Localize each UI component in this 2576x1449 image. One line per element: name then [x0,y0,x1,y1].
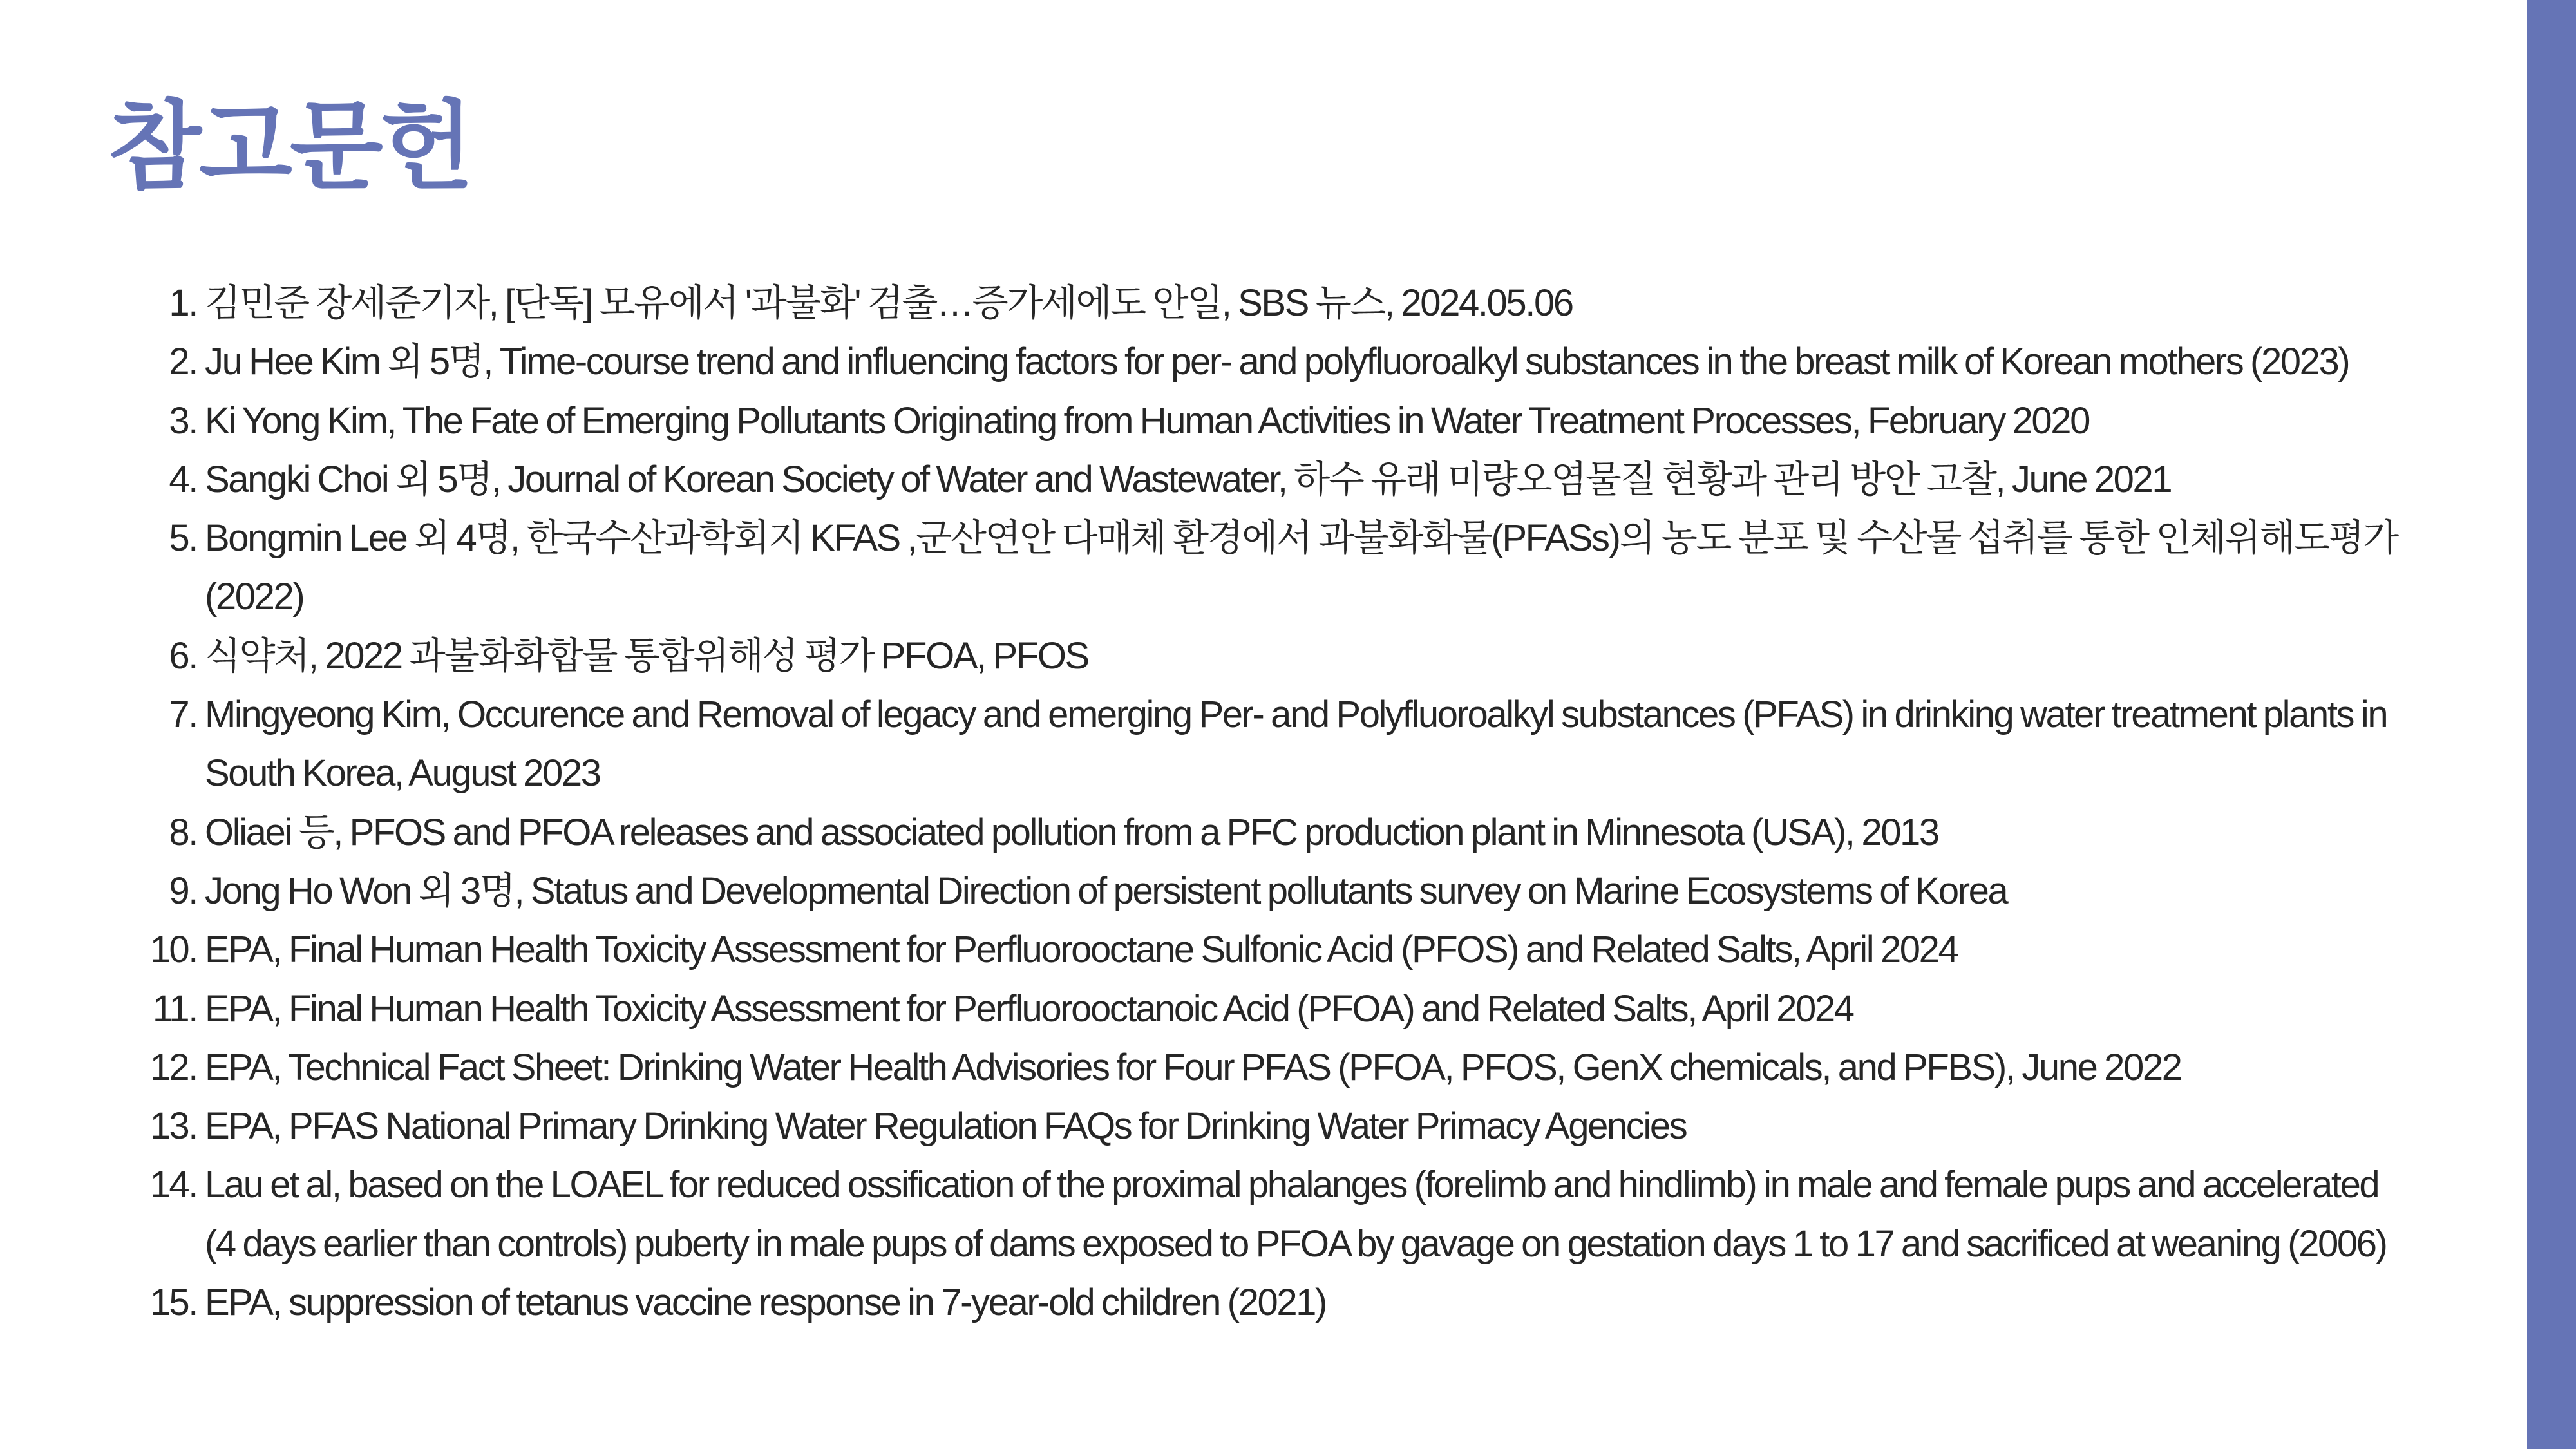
reference-text: 식약처, 2022 과불화화합물 통합위해성 평가 PFOA, PFOS [205,634,1088,677]
reference-number: 2. [169,341,197,383]
reference-item [0,450,2499,509]
reference-number: 3. [169,399,197,442]
reference-number: 12. [149,1046,197,1088]
reference-number: 5. [169,517,197,560]
reference-number: 6. [169,634,197,677]
accent-side-bar [2527,0,2576,1449]
reference-text: Bongmin Lee 외 4명, 한국수산과학회지 KFAS ,군산연안 다매체 환경에서 과불화화물(PFASs)의 농도 분포 및 수산물 섭취를 통한 인체위해도평가 (2022) [205,517,2398,618]
reference-text: Ju Hee Kim 외 5명, Time-course trend and influencing factors for per- and polyfluoroalkyl substances in the breast milk of Korean mothers (2023) [205,341,2349,383]
reference-item [0,1097,2499,1155]
reference-item [0,920,2499,979]
reference-item [0,509,2499,627]
reference-number: 14. [149,1164,197,1206]
reference-item [0,274,2499,332]
reference-text: EPA, Final Human Health Toxicity Assessment for Perfluorooctanoic Acid (PFOA) and Related Salts, April 2024 [205,987,1853,1030]
reference-number: 10. [149,929,197,971]
reference-text: EPA, suppression of tetanus vaccine response in 7-year-old children (2021) [205,1282,1326,1324]
reference-item [0,627,2499,685]
reference-item [0,332,2499,391]
reference-text: Oliaei 등, PFOS and PFOA releases and associated pollution from a PFC production plant in Minnesota (USA), 2013 [205,811,1938,853]
reference-text: Ki Yong Kim, The Fate of Emerging Pollutants Originating from Human Activities in Water Treatment Processes, February 2020 [205,399,2089,442]
reference-text: EPA, Final Human Health Toxicity Assessment for Perfluorooctane Sulfonic Acid (PFOS) and Related Salts, April 2024 [205,929,1958,971]
reference-number: 13. [149,1105,197,1148]
reference-number: 4. [169,458,197,500]
page-title: 참고문헌 [108,91,471,203]
reference-list [0,274,2499,1332]
reference-item [0,980,2499,1038]
reference-text: EPA, Technical Fact Sheet: Drinking Water Health Advisories for Four PFAS (PFOA, PFOS, GenX chemicals, and PFBS), June 2022 [205,1046,2181,1088]
reference-text: 김민준 장세준기자, [단독] 모유에서 '과불화' 검출…증가세에도 안일, SBS 뉴스, 2024.05.06 [205,282,1573,324]
reference-item [0,392,2499,450]
reference-item [0,862,2499,920]
reference-number: 15. [149,1282,197,1324]
reference-text: Lau et al, based on the LOAEL for reduced ossification of the proximal phalanges (forelimb and hindlimb) in male and female pups and accelerated (4 days earlier than controls) puberty in male pups of dams exposed to PFOA by gavage on gestation days 1 to 17 and sacrificed at weaning (2006) [205,1164,2387,1265]
reference-item [0,685,2499,803]
reference-text: Mingyeong Kim, Occurence and Removal of legacy and emerging Per- and Polyfluoroalkyl substances (PFAS) in drinking water treatment plants in South Korea, August 2023 [205,694,2387,795]
reference-item [0,1155,2499,1273]
reference-number: 7. [169,694,197,736]
reference-number: 8. [169,811,197,853]
reference-number: 9. [169,869,197,912]
reference-item [0,1038,2499,1097]
reference-item [0,1273,2499,1332]
reference-number: 11. [152,987,197,1030]
reference-text: EPA, PFAS National Primary Drinking Water Regulation FAQs for Drinking Water Primacy Agencies [205,1105,1687,1148]
reference-item [0,803,2499,862]
reference-text: Jong Ho Won 외 3명, Status and Developmental Direction of persistent pollutants survey on Marine Ecosystems of Korea [205,869,2007,912]
reference-text: Sangki Choi 외 5명, Journal of Korean Society of Water and Wastewater, 하수 유래 미량오염물질 현황과 관리 방안 고찰, June 2021 [205,458,2172,500]
reference-number: 1. [169,282,197,324]
